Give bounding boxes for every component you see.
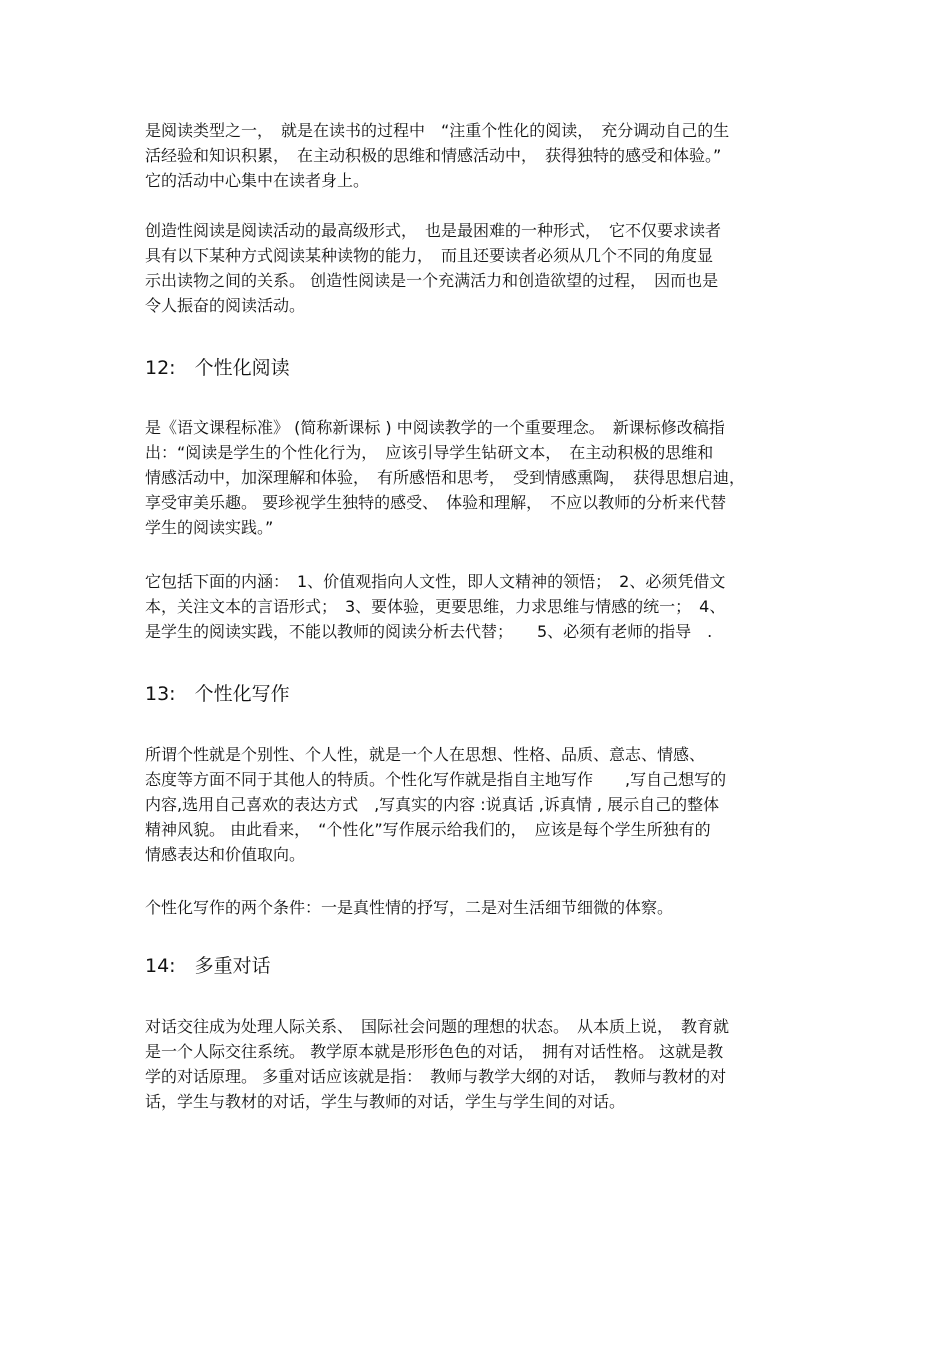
text-line: 活经验和知识积累， 在主动积极的思维和情感活动中， 获得独特的感受和体验。” (145, 146, 722, 165)
text-line: 它的活动中心集中在读者身上。 (145, 171, 370, 190)
text-line: 具有以下某种方式阅读某种读物的能力， 而且还要读者必须从几个不同的角度显 (145, 246, 714, 265)
text-line: 内容,选用自己喜欢的表达方式 ,写真实的内容 :说真话 ,诉真情 , 展示自己的整体 (145, 795, 720, 814)
text-line: 享受审美乐趣。 要珍视学生独特的感受、 体验和理解， 不应以教师的分析来代替 (145, 493, 727, 512)
text-line: 本，关注文本的言语形式； 3、要体验，更要思维，力求思维与情感的统一； 4、 (145, 597, 726, 616)
text-line: 精神风貌。 由此看来， “个性化”写作展示给我们的， 应该是每个学生所独有的 (145, 820, 711, 839)
text-line: 是《语文课程标准》 (简称新课标 ) 中阅读教学的一个重要理念。 新课标修改稿指 (145, 418, 725, 437)
paragraph-reading-type (145, 118, 815, 193)
paragraph-personality-definition (145, 742, 815, 867)
paragraph-curriculum-standard (145, 415, 815, 540)
heading-personalized-reading: 12: 个性化阅读 (145, 357, 290, 379)
text-line: 所谓个性就是个别性、个人性，就是一个人在思想、性格、品质、意志、情感、 (145, 745, 706, 764)
paragraph-creative-reading (145, 218, 815, 318)
section-heading-12 (145, 355, 815, 381)
paragraph-writing-conditions (145, 895, 815, 920)
text-line: 令人振奋的阅读活动。 (145, 296, 306, 315)
paragraph-connotations (145, 569, 815, 644)
text-line: 示出读物之间的关系。 创造性阅读是一个充满活力和创造欲望的过程， 因而也是 (145, 271, 719, 290)
text-line: 话，学生与教材的对话，学生与教师的对话，学生与学生间的对话。 (145, 1092, 626, 1111)
text-line: 是学生的阅读实践，不能以教师的阅读分析去代替； 5、必须有老师的指导 . (145, 622, 713, 641)
text-line: 情感活动中，加深理解和体验， 有所感悟和思考， 受到情感熏陶， 获得思想启迪， (145, 468, 746, 487)
text-line: 创造性阅读是阅读活动的最高级形式， 也是最困难的一种形式， 它不仅要求读者 (145, 221, 722, 240)
heading-personalized-writing: 13: 个性化写作 (145, 683, 290, 705)
section-heading-14 (145, 953, 815, 979)
text-line: 学的对话原理。 多重对话应该就是指： 教师与教学大纲的对话， 教师与教材的对 (145, 1067, 727, 1086)
text-line: 是阅读类型之一， 就是在读书的过程中 “注重个性化的阅读， 充分调动自己的生 (145, 121, 730, 140)
paragraph-dialogue-principle (145, 1014, 815, 1114)
text-line: 情感表达和价值取向。 (145, 845, 306, 864)
text-line: 个性化写作的两个条件：一是真性情的抒写，二是对生活细节细微的体察。 (145, 898, 674, 917)
section-heading-13 (145, 681, 815, 707)
text-line: 对话交往成为处理人际关系、 国际社会问题的理想的状态。 从本质上说， 教育就 (145, 1017, 730, 1036)
text-line: 是一个人际交往系统。 教学原本就是形形色色的对话， 拥有对话性格。 这就是教 (145, 1042, 724, 1061)
text-line: 学生的阅读实践。” (145, 518, 274, 537)
text-line: 它包括下面的内涵： 1、价值观指向人文性，即人文精神的领悟； 2、必须凭借文 (145, 572, 726, 591)
heading-multiple-dialogue: 14: 多重对话 (145, 955, 271, 977)
text-line: 出：“阅读是学生的个性化行为， 应该引导学生钻研文本， 在主动积极的思维和 (145, 443, 714, 462)
text-line: 态度等方面不同于其他人的特质。个性化写作就是指自主地写作 ,写自己想写的 (145, 770, 727, 789)
